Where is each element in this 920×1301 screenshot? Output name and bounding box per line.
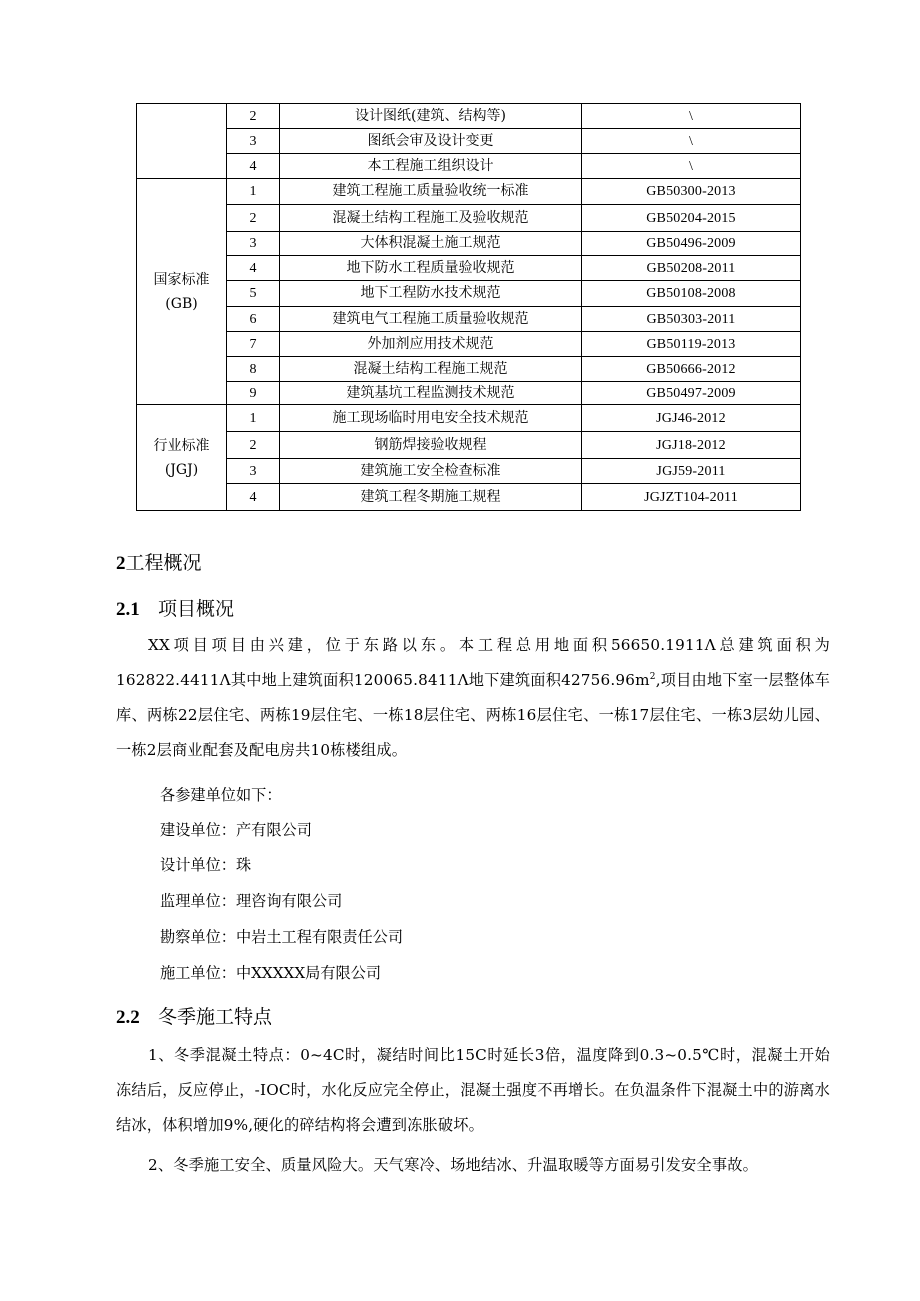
- row-number: 8: [227, 357, 280, 382]
- standard-code: JGJ46-2012: [582, 405, 801, 432]
- standard-code: GB50497-2009: [582, 382, 801, 405]
- standard-name: 大体积混凝土施工规范: [280, 232, 582, 256]
- table-row: [137, 432, 801, 459]
- unit-designer: 设计单位：珠: [160, 856, 252, 874]
- standard-code: GB50496-2009: [582, 232, 801, 256]
- standard-code: GB50119-2013: [582, 332, 801, 357]
- section-number: 2.1: [116, 599, 140, 620]
- standard-code: JGJ18-2012: [582, 432, 801, 459]
- row-number: 4: [227, 484, 280, 511]
- section-number: 2: [116, 553, 126, 574]
- row-number: 4: [227, 256, 280, 281]
- table-row: [137, 256, 801, 281]
- table-row: [137, 129, 801, 154]
- standard-name: 施工现场临时用电安全技术规范: [280, 405, 582, 432]
- standard-name: 建筑基坑工程监测技术规范: [280, 382, 582, 405]
- table-row: [137, 357, 801, 382]
- standard-code: GB50204-2015: [582, 205, 801, 232]
- standard-code: GB50300-2013: [582, 179, 801, 205]
- standard-name: 本工程施工组织设计: [280, 154, 582, 179]
- standard-code: \: [582, 154, 801, 179]
- category-label: 行业标准: [153, 437, 210, 454]
- table-row: [137, 104, 801, 129]
- standard-name: 外加剂应用技术规范: [280, 332, 582, 357]
- row-number: 2: [227, 104, 280, 129]
- section-title: 工程概况: [125, 552, 202, 574]
- standard-name: 混凝土结构工程施工规范: [280, 357, 582, 382]
- section-number: 2.2: [116, 1007, 140, 1028]
- standard-code: \: [582, 104, 801, 129]
- standard-code: GB50666-2012: [582, 357, 801, 382]
- standard-name: 设计图纸(建筑、结构等): [280, 104, 582, 129]
- paragraph-text: XX项目项目由兴建，位于东路以东。本工程总用地面积56650.1911Λ总建筑面积为162822.4411Λ其中地上建筑面积120065.8411Λ地下建筑面积42756.96m: [116, 636, 830, 689]
- table-row: [137, 332, 801, 357]
- table-row: [137, 459, 801, 484]
- standard-code: GB50303-2011: [582, 307, 801, 332]
- row-number: 5: [227, 281, 280, 307]
- standard-code: JGJ59-2011: [582, 459, 801, 484]
- category-cell-gb: [137, 179, 227, 405]
- category-label: 国家标准: [153, 271, 210, 288]
- row-number: 2: [227, 432, 280, 459]
- row-number: 3: [227, 232, 280, 256]
- section-title: 项目概况: [158, 598, 235, 620]
- standards-table: [136, 103, 801, 511]
- standard-code: GB50208-2011: [582, 256, 801, 281]
- standard-name: 混凝土结构工程施工及验收规范: [280, 205, 582, 232]
- section-2-heading: [116, 548, 202, 575]
- table-row: [137, 232, 801, 256]
- category-code: (GB): [165, 295, 198, 312]
- category-cell-jgj: [137, 405, 227, 511]
- standard-name: 建筑施工安全检查标准: [280, 459, 582, 484]
- table-row: [137, 382, 801, 405]
- winter-point-1: 1、冬季混凝土特点：0~4C时，凝结时间比15C时延长3倍，温度降到0.3~0.5℃时，混凝土开始冻结后，反应停止，-IOC时，水化反应完全停止，混凝土强度不再增长。在负温条件下混凝土中的游离水结冰，体积增加9%,硬化的碎结构将会遭到冻胀破坏。: [116, 1046, 830, 1134]
- table-row: [137, 154, 801, 179]
- row-number: 4: [227, 154, 280, 179]
- winter-point-2: 2、冬季施工安全、质量风险大。天气寒冷、场地结冰、升温取暖等方面易引发安全事故。: [148, 1156, 758, 1174]
- section-2-1-heading: [116, 594, 234, 621]
- row-number: 3: [227, 129, 280, 154]
- standard-name: 图纸会审及设计变更: [280, 129, 582, 154]
- unit-contractor: 施工单位：中XXXXX局有限公司: [160, 964, 382, 982]
- standard-code: \: [582, 129, 801, 154]
- standard-code: JGJZT104-2011: [582, 484, 801, 511]
- unit-construction-owner: 建设单位：产有限公司: [160, 821, 312, 839]
- unit-supervisor: 监理单位：理咨询有限公司: [160, 892, 343, 910]
- table-row: [137, 405, 801, 432]
- row-number: 6: [227, 307, 280, 332]
- standard-code: GB50108-2008: [582, 281, 801, 307]
- row-number: 9: [227, 382, 280, 405]
- table-row: [137, 307, 801, 332]
- row-number: 1: [227, 179, 280, 205]
- unit-surveyor: 勘察单位：中岩土工程有限责任公司: [160, 928, 403, 946]
- standard-name: 钢筋焊接验收规程: [280, 432, 582, 459]
- row-number: 1: [227, 405, 280, 432]
- row-number: 3: [227, 459, 280, 484]
- category-code: (JGJ): [164, 461, 199, 478]
- standard-name: 建筑电气工程施工质量验收规范: [280, 307, 582, 332]
- table-row: [137, 484, 801, 511]
- standard-name: 地下工程防水技术规范: [280, 281, 582, 307]
- standard-name: 地下防水工程质量验收规范: [280, 256, 582, 281]
- standard-name: 建筑工程施工质量验收统一标准: [280, 179, 582, 205]
- table-row: [137, 281, 801, 307]
- row-number: 7: [227, 332, 280, 357]
- row-number: 2: [227, 205, 280, 232]
- table-row: [137, 205, 801, 232]
- units-intro: 各参建单位如下：: [160, 786, 282, 804]
- project-overview-paragraph: [116, 628, 830, 768]
- table-row: [137, 179, 801, 205]
- section-2-2-heading: [116, 1002, 272, 1029]
- paragraph-text: ,项目由地下室一层整体车库、两栋22层住宅、两栋19层住宅、一栋18层住宅、两栋16层住宅、一栋17层住宅、一栋3层幼儿园、一栋2层商业配套及配电房共10栋楼组成。: [116, 671, 830, 759]
- category-cell: [137, 104, 227, 179]
- superscript: 2: [649, 671, 656, 682]
- section-title: 冬季施工特点: [158, 1006, 273, 1028]
- standard-name: 建筑工程冬期施工规程: [280, 484, 582, 511]
